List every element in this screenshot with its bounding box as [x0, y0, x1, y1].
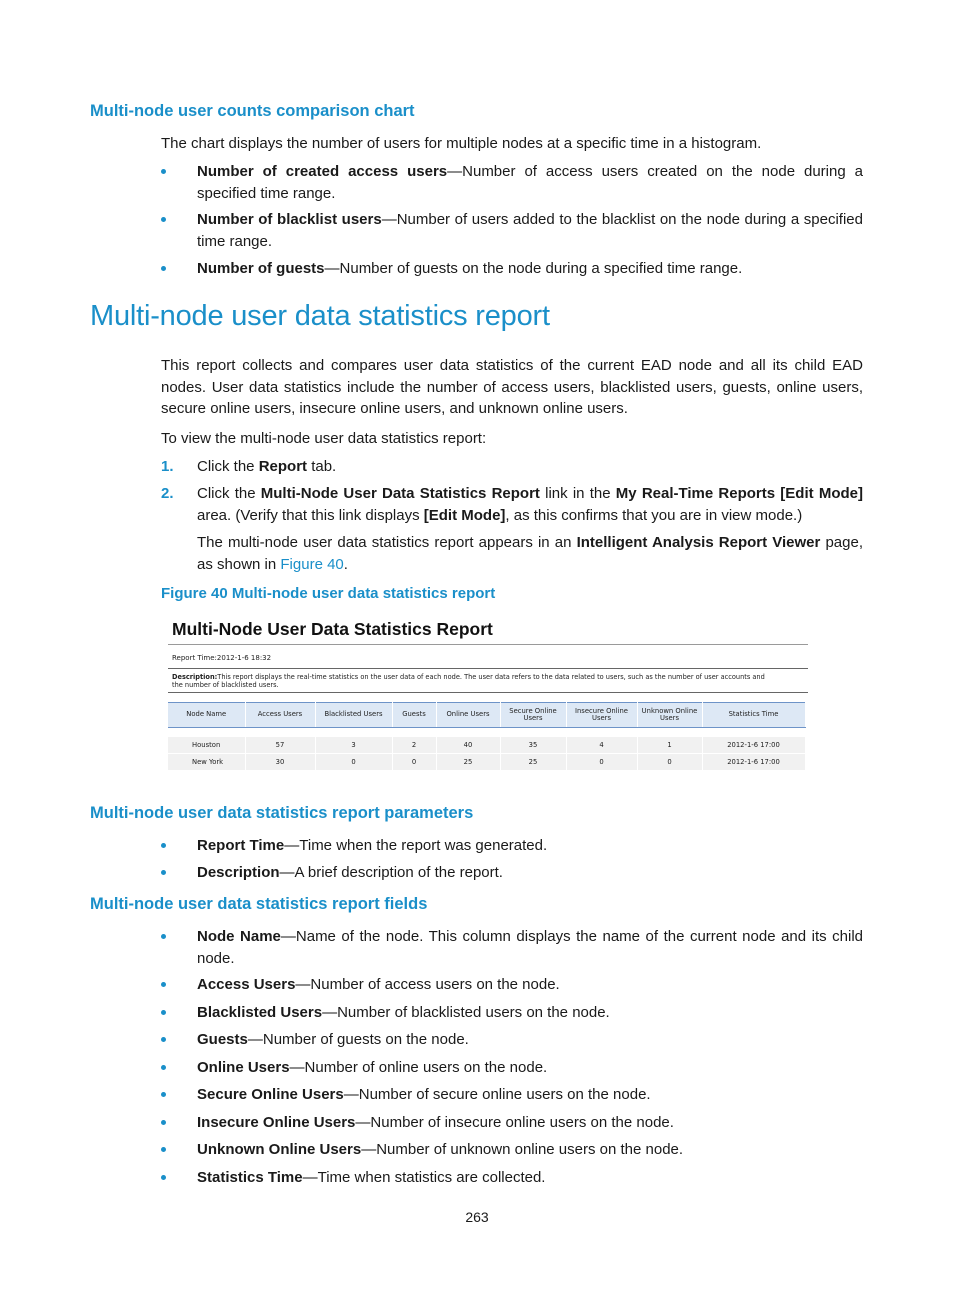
step-number: 1.: [161, 458, 174, 475]
list-item: [161, 926, 863, 969]
column-header: Statistics Time: [702, 703, 805, 728]
step-number: 2.: [161, 485, 174, 502]
step-text: area. (Verify that this link displays: [197, 506, 424, 524]
step-bold: [Edit Mode]: [423, 506, 506, 524]
bullet-icon: [161, 1065, 166, 1070]
step-item: [161, 483, 863, 526]
report-figure: [166, 617, 808, 766]
table-row: [168, 754, 805, 771]
step-text: tab.: [307, 458, 337, 475]
table-cell: 2: [392, 737, 436, 754]
figure-caption: Figure 40 Multi-node user data statistics report: [161, 585, 496, 602]
list-item: [161, 1167, 863, 1189]
result-pre: The multi-node user data statistics report appears in an: [197, 534, 577, 551]
table-cell: 35: [500, 737, 566, 754]
table-header-row: [168, 703, 805, 728]
bullet-desc: —Number of users added to the blacklist on the node during a specified time range.: [197, 211, 863, 250]
bullet-desc: —Number of access users on the node.: [295, 976, 560, 993]
step-text: , as this confirms that you are in view mode.): [505, 506, 803, 524]
bullet-icon: [161, 1175, 166, 1180]
bullet-icon: [161, 217, 166, 222]
bullet-desc: —A brief description of the report.: [279, 864, 503, 881]
table-cell: 0: [566, 754, 637, 771]
bullet-icon: [161, 266, 166, 271]
table-cell: 25: [500, 754, 566, 771]
column-header: Guests: [392, 703, 436, 728]
result-bold: Intelligent Analysis Report Viewer: [576, 534, 821, 551]
bullet-icon: [161, 1147, 166, 1152]
result-post: .: [343, 555, 348, 573]
description-label: Description:: [172, 673, 218, 681]
step-bold: Multi-Node User Data Statistics Report: [260, 485, 540, 502]
table-cell: 30: [245, 754, 315, 771]
bullet-desc: —Name of the node. This column displays the name of the current node and its child node.: [197, 928, 863, 967]
divider: [168, 668, 808, 669]
bullet-term: Description: [197, 864, 280, 881]
bullet-icon: [161, 982, 166, 987]
bullet-term: Statistics Time: [197, 1169, 303, 1186]
table-cell: 40: [436, 737, 500, 754]
bullet-term: Blacklisted Users: [197, 1004, 323, 1021]
bullet-desc: —Number of guests on the node.: [247, 1031, 469, 1048]
list-item: [161, 161, 863, 204]
step-text: Click the: [197, 458, 259, 475]
section-heading-comparison-chart: Multi-node user counts comparison chart: [90, 102, 415, 120]
report-title: Multi-Node User Data Statistics Report: [172, 619, 493, 639]
column-header: Access Users: [245, 703, 315, 728]
bullet-desc: —Number of blacklisted users on the node.: [322, 1004, 610, 1021]
bullet-icon: [161, 1010, 166, 1015]
report-intro: This report collects and compares user data statistics of the current EAD node and all its child EAD nodes. User data statistics include the number of access users, blacklisted users, guests, online users, secure online users, insecure online users, and unknown online users.: [161, 357, 863, 417]
table-cell: 0: [315, 754, 392, 771]
table-cell: Houston: [168, 737, 245, 754]
bullet-term: Insecure Online Users: [197, 1114, 356, 1131]
bullet-term: Secure Online Users: [197, 1086, 344, 1103]
step-bold: My Real-Time Reports [Edit Mode]: [615, 485, 863, 502]
bullet-term: Unknown Online Users: [197, 1141, 362, 1158]
bullet-term: Node Name: [197, 928, 281, 945]
section-heading-fields: Multi-node user data statistics report fields: [90, 895, 428, 913]
bullet-icon: [161, 1037, 166, 1042]
section-heading-parameters: Multi-node user data statistics report parameters: [90, 804, 474, 822]
figure-40-link[interactable]: Figure 40: [280, 555, 344, 573]
list-item: [161, 1084, 863, 1106]
list-item: [161, 1057, 863, 1079]
bullet-icon: [161, 1092, 166, 1097]
divider: [168, 644, 808, 645]
bullet-desc: —Number of access users created on the node during a specified time range.: [197, 163, 863, 202]
page-number: 263: [465, 1209, 489, 1225]
result-text: [197, 532, 863, 575]
table-cell: New York: [168, 754, 245, 771]
report-table: [168, 702, 806, 771]
table-cell: 25: [436, 754, 500, 771]
bullet-term: Report Time: [197, 837, 285, 854]
bullet-desc: —Number of online users on the node.: [289, 1059, 548, 1076]
step-item: [161, 456, 863, 478]
result-mid: page, as shown in: [197, 534, 863, 573]
table-cell: 1: [637, 737, 702, 754]
report-description: [172, 674, 772, 689]
list-item: [161, 1002, 863, 1024]
list-item: [161, 209, 863, 252]
bullet-icon: [161, 870, 166, 875]
list-item: [161, 258, 863, 280]
bullet-desc: —Time when statistics are collected.: [302, 1169, 546, 1186]
table-cell: 0: [392, 754, 436, 771]
bullet-term: Number of guests: [197, 260, 325, 277]
bullet-icon: [161, 843, 166, 848]
bullet-desc: —Time when the report was generated.: [284, 837, 548, 854]
bullet-desc: —Number of insecure online users on the node.: [355, 1114, 674, 1131]
column-header: Blacklisted Users: [315, 703, 392, 728]
column-header: Online Users: [436, 703, 500, 728]
table-cell: 0: [637, 754, 702, 771]
column-header: Node Name: [168, 703, 245, 728]
table-cell: 3: [315, 737, 392, 754]
list-item: [161, 862, 863, 884]
table-row: [168, 737, 805, 754]
list-item: [161, 1139, 863, 1161]
bullet-term: Online Users: [197, 1059, 290, 1076]
step-bold: Report: [258, 458, 308, 475]
table-cell: 2012-1-6 17:00: [702, 737, 805, 754]
column-header: Secure Online Users: [500, 703, 566, 728]
page-title: Multi-node user data statistics report: [90, 300, 550, 332]
step-text: Click the: [197, 485, 261, 502]
report-time: Report Time:2012-1-6 18:32: [172, 654, 272, 662]
description-text: This report displays the real-time statistics on the user data of each node. The user data refers to the data related to users, such as the number of user accounts and the number of blacklisted users.: [172, 673, 765, 689]
list-item: [161, 974, 863, 996]
column-header: Insecure Online Users: [566, 703, 637, 728]
bullet-icon: [161, 169, 166, 174]
table-cell: 4: [566, 737, 637, 754]
bullet-term: Access Users: [197, 976, 296, 993]
bullet-term: Guests: [197, 1031, 248, 1048]
column-header: Unknown Online Users: [637, 703, 702, 728]
table-cell: 57: [245, 737, 315, 754]
list-item: [161, 835, 863, 857]
bullet-desc: —Number of unknown online users on the node.: [361, 1141, 684, 1158]
bullet-term: Number of created access users: [197, 163, 448, 180]
table-cell: 2012-1-6 17:00: [702, 754, 805, 771]
list-item: [161, 1029, 863, 1051]
bullet-term: Number of blacklist users: [197, 211, 382, 228]
step-text: link in the: [539, 485, 616, 502]
bullet-icon: [161, 934, 166, 939]
comparison-chart-intro: The chart displays the number of users for multiple nodes at a specific time in a histogram.: [161, 135, 762, 152]
to-view-text: To view the multi-node user data statistics report:: [161, 430, 487, 447]
bullet-icon: [161, 1120, 166, 1125]
list-item: [161, 1112, 863, 1134]
divider: [168, 692, 808, 693]
bullet-desc: —Number of guests on the node during a specified time range.: [324, 260, 743, 277]
bullet-desc: —Number of secure online users on the node.: [343, 1086, 651, 1103]
